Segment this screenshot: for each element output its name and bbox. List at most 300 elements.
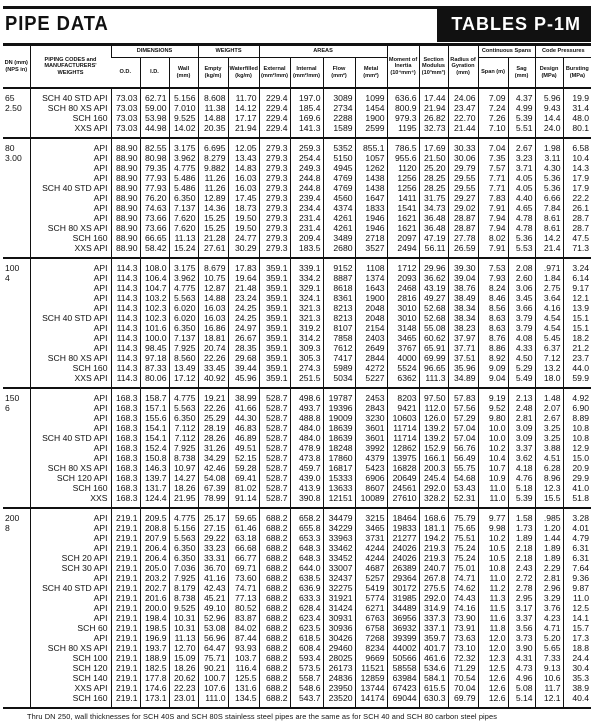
value-cell: 359.1	[259, 303, 290, 313]
value-cell: 36.48	[419, 223, 448, 233]
value-cell: 219.1	[111, 583, 140, 593]
value-cell: 1647	[355, 193, 387, 203]
value-cell: 7.84	[535, 203, 563, 213]
value-cell: 314.9	[419, 603, 448, 613]
spec-cell: API	[30, 453, 111, 463]
value-cell: 4.31	[508, 653, 535, 663]
table-row	[3, 463, 591, 473]
value-cell: 12.3	[535, 483, 563, 493]
value-cell: 57.56	[448, 403, 478, 413]
value-cell: 1411	[387, 193, 419, 203]
value-cell: 244.8	[290, 173, 323, 183]
spec-cell: API	[30, 343, 111, 353]
value-cell: 279.3	[259, 183, 290, 193]
size-cell	[3, 653, 30, 663]
value-cell: 9.87	[563, 583, 591, 593]
value-cell: 655.8	[290, 523, 323, 533]
value-cell: 231.4	[290, 223, 323, 233]
value-cell: 16828	[387, 463, 419, 473]
value-cell: 9.17	[563, 283, 591, 293]
table-row	[3, 333, 591, 343]
header-bursting: Bursting (MPa)	[563, 58, 591, 89]
value-cell: 2.29	[535, 563, 563, 573]
value-cell: 18.26	[169, 663, 198, 673]
value-cell: 1108	[355, 258, 387, 273]
value-cell: 8.279	[198, 153, 228, 163]
value-cell: 229.4	[259, 103, 290, 113]
value-cell: 4.30	[535, 163, 563, 173]
spec-cell: SCH 160	[30, 693, 111, 708]
value-cell: 279.3	[259, 223, 290, 233]
value-cell: 1438	[355, 183, 387, 193]
value-cell: 24.97	[228, 323, 259, 333]
value-cell: 57.29	[448, 413, 478, 423]
value-cell: 75.71	[198, 653, 228, 663]
value-cell: 29.79	[448, 163, 478, 173]
value-cell: 8203	[387, 388, 419, 403]
value-cell: 1057	[355, 153, 387, 163]
value-cell: 63984	[387, 673, 419, 683]
spec-cell: SCH 140	[30, 673, 111, 683]
value-cell: 108.0	[140, 258, 169, 273]
value-cell: 13633	[323, 483, 355, 493]
table-row	[3, 243, 591, 258]
value-cell: 21.95	[169, 493, 198, 508]
value-cell: 10.2	[478, 443, 508, 453]
footnote: Thru DN 250, wall thicknesses for SCH 40S and SCH 80S stainless steel pipes are the same as for SCH 40 and SCH 80 carbon steel pipes	[27, 712, 498, 721]
value-cell: 10.5	[478, 543, 508, 553]
size-cell	[3, 423, 30, 433]
value-cell: 240.7	[419, 563, 448, 573]
value-cell: 9.04	[478, 373, 508, 388]
value-cell: 11.8	[478, 623, 508, 633]
value-cell: 10.4	[478, 453, 508, 463]
table-row	[3, 258, 591, 273]
value-cell: 558.7	[290, 673, 323, 683]
value-cell: 168.3	[111, 453, 140, 463]
size-cell	[3, 443, 30, 453]
value-cell: 88.90	[111, 163, 140, 173]
value-cell: 158.7	[140, 388, 169, 403]
value-cell: 2680	[323, 243, 355, 258]
value-cell: 3.76	[535, 603, 563, 613]
value-cell: 12859	[355, 673, 387, 683]
value-cell: 10.8	[563, 433, 591, 443]
spec-cell: API	[30, 613, 111, 623]
value-cell: 56.49	[448, 453, 478, 463]
value-cell: 20.35	[198, 123, 228, 138]
value-cell: 498.6	[290, 388, 323, 403]
value-cell: 28.35	[228, 343, 259, 353]
value-cell: 359.1	[259, 258, 290, 273]
value-cell: 623.4	[290, 613, 323, 623]
value-cell: 21.4	[535, 243, 563, 258]
value-cell: 15.25	[198, 223, 228, 233]
value-cell: 112.0	[419, 403, 448, 413]
spec-cell: XXS API	[30, 373, 111, 388]
spec-cell: API	[30, 593, 111, 603]
value-cell: 71.3	[563, 243, 591, 258]
value-cell: 74.63	[140, 203, 169, 213]
value-cell: 8618	[323, 283, 355, 293]
spec-cell: API	[30, 153, 111, 163]
spec-cell: SCH 80 XS API	[30, 103, 111, 113]
value-cell: 7.036	[169, 563, 198, 573]
value-cell: 6.350	[169, 323, 198, 333]
value-cell: 80.98	[140, 153, 169, 163]
value-cell: 97.18	[140, 353, 169, 363]
value-cell: 9.09	[478, 363, 508, 373]
value-cell: 14.02	[169, 123, 198, 138]
header-wall: Wall (mm)	[169, 58, 198, 89]
value-cell: 182.5	[140, 663, 169, 673]
value-cell: 1946	[355, 223, 387, 233]
value-cell: 54.68	[448, 473, 478, 483]
value-cell: 24.06	[448, 88, 478, 103]
value-cell: 18.2	[563, 333, 591, 343]
value-cell: 259.3	[290, 138, 323, 153]
value-cell: 90.21	[198, 663, 228, 673]
value-cell: 3767	[387, 343, 419, 353]
value-cell: 2.60	[508, 273, 535, 283]
value-cell: 4.16	[535, 303, 563, 313]
value-cell: 76.20	[140, 193, 169, 203]
value-cell: 337.1	[419, 623, 448, 633]
value-cell: 100.0	[140, 333, 169, 343]
value-cell: 8887	[323, 273, 355, 283]
value-cell: 3.962	[169, 273, 198, 283]
table-row	[3, 643, 591, 653]
value-cell: 22.26	[198, 353, 228, 363]
value-cell: 116.4	[228, 663, 259, 673]
value-cell: 3010	[387, 303, 419, 313]
value-cell: 628.4	[290, 603, 323, 613]
value-cell: 4.40	[508, 193, 535, 203]
value-cell: 37.71	[448, 343, 478, 353]
value-cell: 59.65	[228, 508, 259, 523]
value-cell: 688.2	[259, 643, 290, 653]
value-cell: 3.24	[563, 258, 591, 273]
value-cell: 30426	[323, 633, 355, 643]
value-cell: 4.775	[169, 508, 198, 523]
value-cell: 18464	[387, 508, 419, 523]
value-cell: 305.3	[290, 353, 323, 363]
value-cell: 29.02	[448, 203, 478, 213]
size-cell	[3, 303, 30, 313]
header-dimensions: DIMENSIONS	[111, 46, 198, 58]
size-cell	[3, 463, 30, 473]
value-cell: 114.3	[111, 323, 140, 333]
value-cell: 279.3	[259, 138, 290, 153]
value-cell: 34229	[323, 523, 355, 533]
value-cell: 209.4	[290, 233, 323, 243]
size-cell	[3, 343, 30, 353]
value-cell: 5.20	[535, 633, 563, 643]
value-cell: 653.3	[290, 533, 323, 543]
value-cell: 2468	[387, 283, 419, 293]
value-cell: 1374	[355, 273, 387, 283]
value-cell: 73.03	[111, 123, 140, 138]
spec-cell: XXS API	[30, 123, 111, 138]
value-cell: 219.3	[419, 543, 448, 553]
value-cell: 5.39	[508, 113, 535, 123]
value-cell: 31.75	[419, 193, 448, 203]
table-row	[3, 173, 591, 183]
value-cell: 168.3	[111, 433, 140, 443]
value-cell: 205.0	[140, 563, 169, 573]
value-cell: 6.020	[169, 303, 198, 313]
value-cell: 73.66	[140, 213, 169, 223]
title-bar	[3, 6, 591, 46]
header-od: O.D.	[111, 58, 140, 89]
value-cell: 4.76	[508, 473, 535, 483]
value-cell: 28.26	[198, 433, 228, 443]
size-cell	[3, 573, 30, 583]
value-cell: 39.04	[448, 273, 478, 283]
value-cell: 79.35	[140, 163, 169, 173]
table-row	[3, 693, 591, 708]
value-cell: 38.34	[448, 303, 478, 313]
value-cell: 168.3	[111, 388, 140, 403]
value-cell: 13.2	[535, 363, 563, 373]
value-cell: 183.5	[290, 243, 323, 258]
value-cell: 154.1	[140, 423, 169, 433]
size-cell	[3, 483, 30, 493]
size-cell	[3, 313, 30, 323]
value-cell: 337.3	[419, 613, 448, 623]
spec-cell: SCH 30 API	[30, 563, 111, 573]
value-cell: 8.738	[169, 453, 198, 463]
value-cell: 52.31	[448, 493, 478, 508]
value-cell: 5.51	[508, 123, 535, 138]
value-cell: 11.3	[478, 593, 508, 603]
value-cell: 73.03	[111, 88, 140, 103]
table-row	[3, 363, 591, 373]
value-cell: 18.73	[228, 203, 259, 213]
value-cell: 22.23	[169, 683, 198, 693]
value-cell: 4.775	[169, 283, 198, 293]
value-cell: 5.65	[535, 643, 563, 653]
value-cell: 59.00	[140, 103, 169, 113]
value-cell: 5524	[387, 363, 419, 373]
value-cell: 203.2	[140, 573, 169, 583]
table-row	[3, 483, 591, 493]
value-cell: 2.78	[508, 583, 535, 593]
value-cell: 75.65	[448, 523, 478, 533]
value-cell: 12.87	[198, 283, 228, 293]
value-cell: 3.25	[535, 433, 563, 443]
value-cell: 37.51	[448, 353, 478, 363]
value-cell: 49.27	[419, 293, 448, 303]
value-cell: 2494	[387, 243, 419, 258]
value-cell: 126.0	[419, 413, 448, 423]
value-cell: 3215	[355, 508, 387, 523]
spec-cell: API	[30, 213, 111, 223]
value-cell: 12.05	[228, 138, 259, 153]
value-cell: 19.64	[228, 273, 259, 283]
value-cell: 198.4	[140, 613, 169, 623]
value-cell: 249.3	[290, 163, 323, 173]
value-cell: 27610	[387, 493, 419, 508]
spec-cell: SCH 160	[30, 363, 111, 373]
value-cell: 185.4	[290, 103, 323, 113]
value-cell: 229.4	[259, 113, 290, 123]
value-cell: 38.34	[448, 313, 478, 323]
value-cell: 168.3	[111, 423, 140, 433]
value-cell: 13744	[355, 683, 387, 693]
value-cell: 439.0	[290, 473, 323, 483]
value-cell: 6.37	[535, 343, 563, 353]
value-cell: 8234	[355, 643, 387, 653]
value-cell: 4000	[387, 353, 419, 363]
value-cell: 21277	[387, 533, 419, 543]
value-cell: 168.3	[111, 473, 140, 483]
table-row	[3, 373, 591, 388]
value-cell: 71.29	[448, 663, 478, 673]
value-cell: 198.5	[140, 623, 169, 633]
value-cell: 98.45	[140, 343, 169, 353]
value-cell: 493.7	[290, 403, 323, 413]
value-cell: 7.83	[478, 193, 508, 203]
spec-cell: API	[30, 523, 111, 533]
value-cell: 57.04	[448, 433, 478, 443]
value-cell: 33.45	[198, 363, 228, 373]
size-cell	[3, 373, 30, 388]
value-cell: 5.53	[508, 243, 535, 258]
table-row	[3, 113, 591, 123]
value-cell: 15.1	[563, 323, 591, 333]
value-cell: 219.1	[111, 673, 140, 683]
value-cell: 19009	[323, 413, 355, 423]
table-row	[3, 223, 591, 233]
value-cell: 74.16	[448, 603, 478, 613]
value-cell: 53.43	[448, 483, 478, 493]
table-row	[3, 563, 591, 573]
value-cell: 4.775	[169, 163, 198, 173]
value-cell: 36932	[387, 623, 419, 633]
value-cell: 26.1	[563, 203, 591, 213]
value-cell: 42.46	[198, 463, 228, 473]
value-cell: 1120	[387, 163, 419, 173]
value-cell: 359.1	[259, 373, 290, 388]
value-cell: 5034	[323, 373, 355, 388]
value-cell: 324.1	[290, 293, 323, 303]
value-cell: 80.06	[140, 373, 169, 388]
value-cell: 46.89	[228, 433, 259, 443]
value-cell: 100.7	[198, 673, 228, 683]
value-cell: 3.175	[169, 138, 198, 153]
spec-cell: SCH 40 STD API	[30, 583, 111, 593]
value-cell: 114.3	[111, 258, 140, 273]
value-cell: 23.24	[228, 293, 259, 303]
value-cell: 201.6	[140, 593, 169, 603]
value-cell: 15333	[323, 473, 355, 483]
value-cell: 8.61	[535, 223, 563, 233]
value-cell: 18.8	[563, 643, 591, 653]
spec-cell: API	[30, 193, 111, 203]
spec-cell: SCH 100	[30, 653, 111, 663]
value-cell: 19787	[323, 388, 355, 403]
value-cell: 1712	[387, 258, 419, 273]
value-cell: 17.12	[169, 373, 198, 388]
value-cell: 10.31	[169, 623, 198, 633]
value-cell: 30172	[387, 583, 419, 593]
value-cell: 29.22	[198, 533, 228, 543]
value-cell: 10.8	[563, 423, 591, 433]
value-cell: 44.98	[140, 123, 169, 138]
value-cell: 14.4	[535, 113, 563, 123]
size-cell: 80	[5, 143, 15, 153]
value-cell: 73.91	[448, 623, 478, 633]
value-cell: 30936	[323, 623, 355, 633]
value-cell: 7.12	[535, 353, 563, 363]
value-cell: 206.4	[140, 553, 169, 563]
value-cell: 16.03	[228, 183, 259, 193]
spec-cell: API	[30, 163, 111, 173]
value-cell: 219.1	[111, 623, 140, 633]
value-cell: 10.0	[478, 433, 508, 443]
value-cell: 52.96	[198, 613, 228, 623]
spec-cell: API	[30, 403, 111, 413]
value-cell: 688.2	[259, 553, 290, 563]
size-cell	[3, 323, 30, 333]
value-cell: 28.7	[563, 213, 591, 223]
size-cell: 6	[5, 403, 10, 413]
value-cell: 4.37	[508, 88, 535, 103]
value-cell: 69.71	[228, 563, 259, 573]
value-cell: 18639	[323, 433, 355, 443]
value-cell: 219.1	[111, 633, 140, 643]
value-cell: 1.89	[535, 543, 563, 553]
value-cell: 114.3	[111, 333, 140, 343]
value-cell: 6.020	[169, 313, 198, 323]
value-cell: 134.5	[228, 693, 259, 708]
value-cell: 2093	[387, 273, 419, 283]
value-cell: 78.99	[198, 493, 228, 508]
value-cell: 3.37	[508, 613, 535, 623]
value-cell: 18.26	[169, 483, 198, 493]
value-cell: 219.1	[111, 603, 140, 613]
size-cell	[3, 603, 30, 613]
value-cell: 39399	[387, 633, 419, 643]
value-cell: 2.67	[508, 138, 535, 153]
value-cell: 12.1	[535, 693, 563, 708]
value-cell: 615.5	[419, 683, 448, 693]
value-cell: 413.9	[290, 483, 323, 493]
value-cell: 11.2	[478, 583, 508, 593]
value-cell: 5419	[355, 583, 387, 593]
table-row	[3, 88, 591, 103]
value-cell: 1.20	[535, 523, 563, 533]
value-cell: 11.0	[478, 573, 508, 583]
value-cell: 24.4	[563, 653, 591, 663]
table-row	[3, 673, 591, 683]
value-cell: 69.99	[419, 353, 448, 363]
value-cell: 484.0	[290, 433, 323, 443]
value-cell: 33452	[323, 553, 355, 563]
value-cell: 688.2	[259, 593, 290, 603]
value-cell: 33.23	[198, 543, 228, 553]
table-row	[3, 388, 591, 403]
value-cell: 21.28	[198, 233, 228, 243]
value-cell: 17860	[323, 453, 355, 463]
value-cell: 7858	[323, 333, 355, 343]
value-cell: 12.6	[478, 683, 508, 693]
value-cell: 31424	[323, 603, 355, 613]
value-cell: 2097	[387, 233, 419, 243]
value-cell: 21.48	[228, 283, 259, 293]
table-row	[3, 323, 591, 333]
